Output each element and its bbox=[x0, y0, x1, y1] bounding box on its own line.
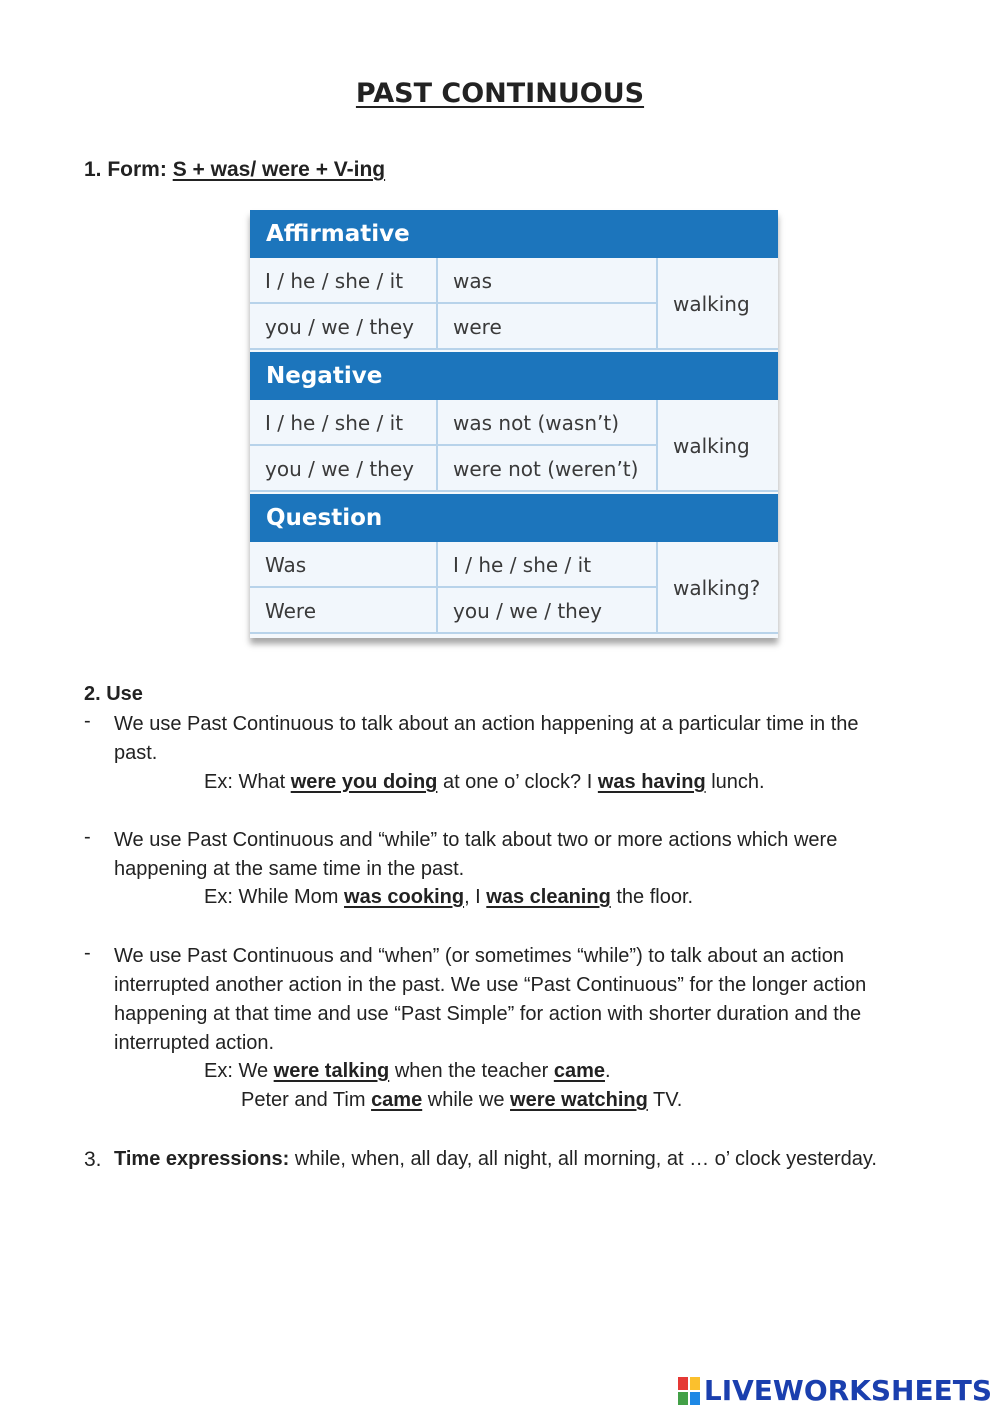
example-1 bbox=[204, 768, 765, 797]
example-text: , I bbox=[464, 886, 487, 908]
example-text: at one o’ clock? I bbox=[437, 771, 598, 793]
bullet-dash: - bbox=[84, 710, 91, 732]
example-text: Ex: We bbox=[204, 1060, 274, 1082]
text-line: happening at that time and use “Past Simple” for action with shorter duration and the bbox=[114, 1003, 862, 1025]
example-highlight: was cleaning bbox=[486, 886, 611, 908]
example-3a bbox=[204, 1057, 611, 1086]
example-text: when the teacher bbox=[389, 1060, 554, 1082]
time-number: 3. bbox=[84, 1148, 102, 1171]
bullet-dash: - bbox=[84, 942, 91, 964]
table-cell: Was bbox=[250, 542, 438, 588]
example-text: while we bbox=[422, 1089, 511, 1111]
text-line: happening at the same time in the past. bbox=[114, 858, 465, 880]
table-cell: was not (wasn’t) bbox=[438, 400, 658, 446]
example-highlight: came bbox=[553, 1060, 605, 1082]
text-line: past. bbox=[114, 742, 158, 764]
form-label: 1. Form: bbox=[84, 158, 173, 181]
use-item-3 bbox=[114, 942, 866, 1058]
text-line: interrupted action. bbox=[114, 1032, 275, 1054]
table-cell: were bbox=[438, 304, 658, 350]
grammar-table bbox=[250, 210, 778, 638]
logo-square bbox=[690, 1377, 700, 1390]
example-2 bbox=[204, 883, 693, 912]
example-highlight: was having bbox=[597, 771, 706, 793]
table-cell: were not (weren’t) bbox=[438, 446, 658, 492]
text-line: We use Past Continuous and “when” (or sometimes “while”) to talk about an action bbox=[114, 945, 844, 967]
example-text: TV. bbox=[647, 1089, 683, 1111]
logo-square bbox=[678, 1392, 688, 1405]
use-item-2 bbox=[114, 826, 837, 884]
time-expressions bbox=[114, 1145, 877, 1174]
example-text: . bbox=[604, 1060, 611, 1082]
example-3b bbox=[241, 1086, 682, 1115]
example-text: Ex: While Mom bbox=[204, 886, 345, 908]
table-cell: you / we / they bbox=[438, 588, 658, 634]
table-cell: was bbox=[438, 258, 658, 304]
table-heading-affirmative: Affirmative bbox=[250, 210, 778, 258]
example-highlight: were talking bbox=[273, 1060, 390, 1082]
liveworksheets-logo bbox=[678, 1374, 992, 1407]
time-text: while, when, all day, all night, all morning, at … o’ clock yesterday. bbox=[289, 1148, 877, 1170]
example-highlight: were watching bbox=[510, 1089, 648, 1111]
table-cell: I / he / she / it bbox=[250, 258, 438, 304]
logo-text: LIVEWORKSHEETS bbox=[703, 1374, 992, 1407]
logo-square bbox=[690, 1392, 700, 1405]
page-title: PAST CONTINUOUS bbox=[355, 78, 645, 109]
time-label: Time expressions: bbox=[114, 1148, 290, 1170]
table-cell-verb: walking? bbox=[658, 542, 778, 634]
logo-square bbox=[678, 1377, 688, 1390]
example-text: the floor. bbox=[610, 886, 694, 908]
table-heading-question: Question bbox=[250, 494, 778, 542]
example-text: Ex: What bbox=[204, 771, 291, 793]
example-highlight: was cooking bbox=[344, 886, 465, 908]
example-text: lunch. bbox=[705, 771, 765, 793]
example-text: Peter and Tim bbox=[241, 1089, 372, 1111]
text-line: interrupted another action in the past. We use “Past Continuous” for the longer action bbox=[114, 974, 867, 996]
table-cell-verb: walking bbox=[658, 258, 778, 350]
use-item-1 bbox=[114, 710, 859, 768]
table-cell: you / we / they bbox=[250, 304, 438, 350]
use-heading: 2. Use bbox=[84, 683, 143, 705]
example-highlight: were you doing bbox=[290, 771, 438, 793]
example-highlight: came bbox=[371, 1089, 423, 1111]
table-cell-verb: walking bbox=[658, 400, 778, 492]
table-cell: I / he / she / it bbox=[438, 542, 658, 588]
form-line bbox=[84, 158, 385, 182]
table-cell: Were bbox=[250, 588, 438, 634]
form-formula: S + was/ were + V-ing bbox=[172, 158, 386, 181]
bullet-dash: - bbox=[84, 826, 91, 848]
text-line: We use Past Continuous to talk about an action happening at a particular time in the bbox=[114, 713, 859, 735]
text-line: We use Past Continuous and “while” to talk about two or more actions which were bbox=[114, 829, 838, 851]
logo-icon bbox=[678, 1377, 700, 1405]
table-heading-negative: Negative bbox=[250, 352, 778, 400]
table-cell: I / he / she / it bbox=[250, 400, 438, 446]
table-cell: you / we / they bbox=[250, 446, 438, 492]
